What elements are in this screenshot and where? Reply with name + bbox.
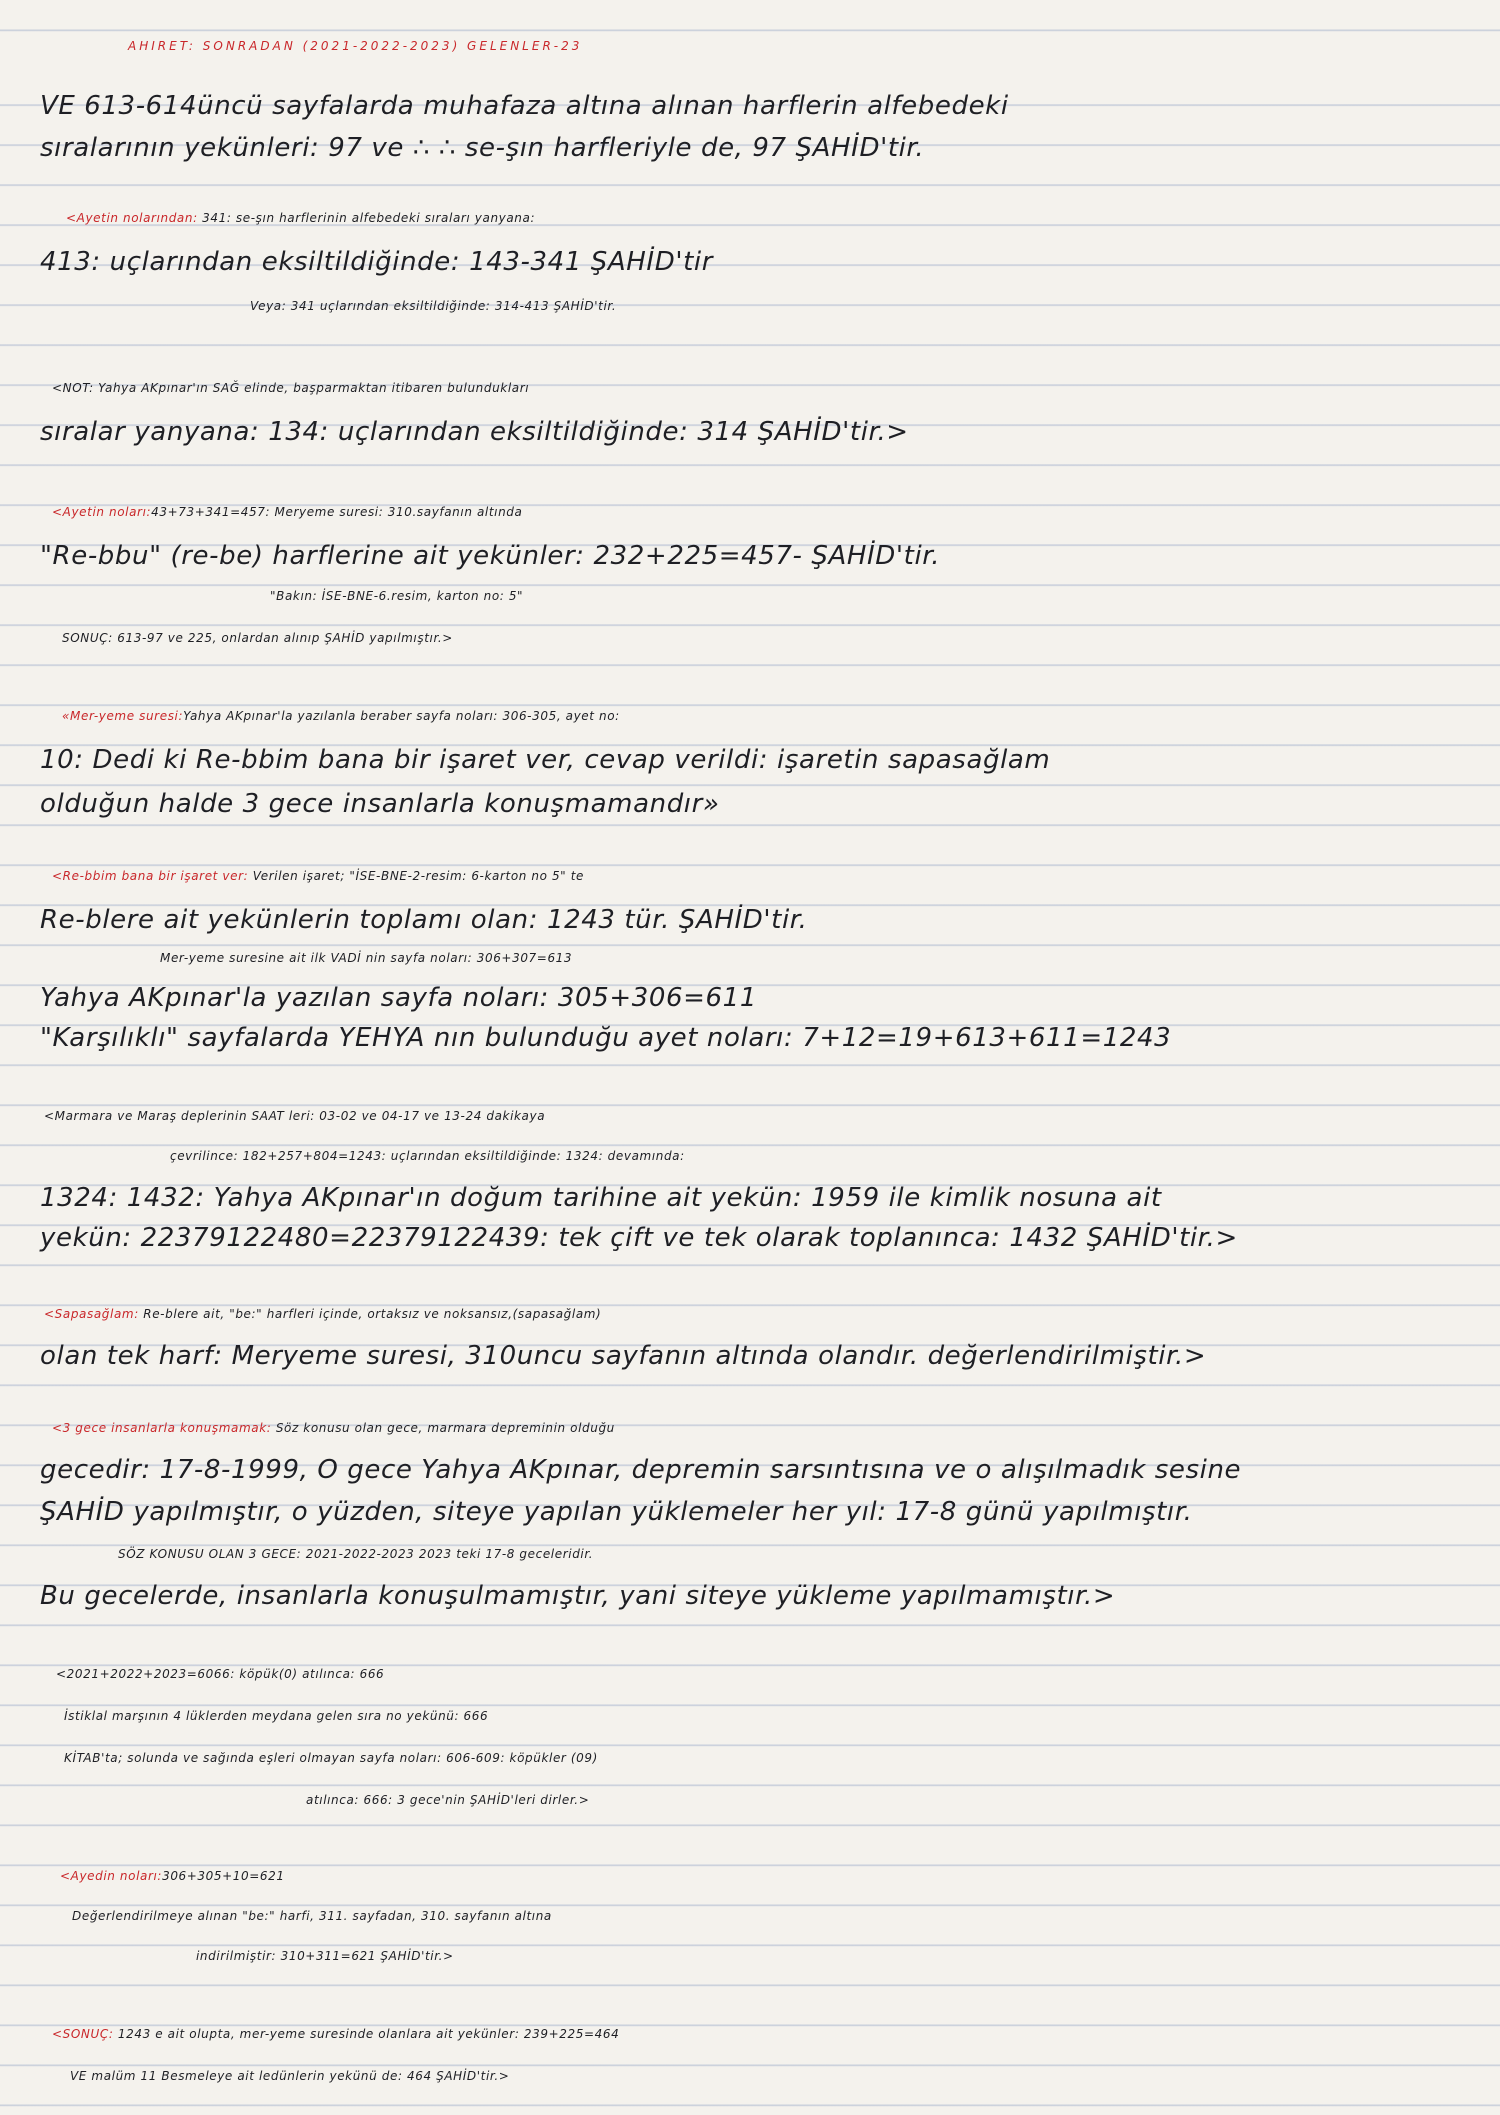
text-line-10: "Bakın: İSE-BNE-6.resim, karton no: 5" [270,589,524,603]
text-line-38: <SONUÇ: 1243 e ait olupta, mer-yeme suresinde olanlara ait yekünler: 239+225=464 [52,2027,620,2041]
text-line-36: Değerlendirilmeye alınan "be:" harfi, 311. sayfadan, 310. sayfanın altına [72,1909,552,1923]
text-line-15: <Re-bbim bana bir işaret ver: Verilen işaret; "İSE-BNE-2-resim: 6-karton no 5" te [52,869,585,883]
text-line-7: sıralar yanyana: 134: uçlarından eksiltildiğinde: 314 ŞAHİD'tir.> [40,417,909,447]
text-line-2: sıralarının yekünleri: 97 ve ∴ ∴ se-şın harfleriyle de, 97 ŞAHİD'tir. [40,133,925,163]
text-line-1: VE 613-614üncü sayfalarda muhafaza altına alınan harflerin alfebedeki [40,91,1009,121]
text-line-8: <Ayetin noları:43+73+341=457: Meryeme suresi: 310.sayfanın altında [52,505,523,519]
text-line-25: olan tek harf: Meryeme suresi, 310uncu sayfanın altında olandır. değerlendirilmiştir.> [40,1341,1207,1371]
text-line-35: <Ayedin noları:306+305+10=621 [60,1869,285,1883]
text-line-19: "Karşılıklı" sayfalarda YEHYA nın bulunduğu ayet noları: 7+12=19+613+611=1243 [40,1023,1172,1053]
text-line-24: <Sapasağlam: Re-blere ait, "be:" harfleri içinde, ortaksız ve noksansız,(sapasağlam) [44,1307,602,1321]
red-heading: <Re-bbim bana bir işaret ver: [52,869,249,883]
text-line-27: gecedir: 17-8-1999, O gece Yahya AKpınar, depremin sarsıntısına ve o alışılmadık sesine [40,1455,1242,1485]
text-line-26: <3 gece insanlarla konuşmamak: Söz konusu olan gece, marmara depreminin olduğu [52,1421,615,1435]
text-line-3: <Ayetin nolarından: 341: se-şın harflerinin alfebedeki sıraları yanyana: [66,211,536,225]
red-heading: <Ayetin noları: [52,505,152,519]
text-line-17: Mer-yeme suresine ait ilk VADİ nin sayfa noları: 306+307=613 [160,951,573,965]
red-heading: <Sapasağlam: [44,1307,139,1321]
text-line-11: SONUÇ: 613-97 ve 225, onlardan alınıp ŞAHİD yapılmıştır.> [62,631,453,645]
text-line-30: Bu gecelerde, insanlarla konuşulmamıştır, yani siteye yükleme yapılmamıştır.> [40,1581,1116,1611]
text-line-22: 1324: 1432: Yahya AKpınar'ın doğum tarihine ait yekün: 1959 ile kimlik nosuna ait [40,1183,1162,1213]
red-heading: «Mer-yeme suresi: [62,709,184,723]
text-line-5: Veya: 341 uçlarından eksiltildiğinde: 314-413 ŞAHİD'tir. [250,299,617,313]
text-line-9: "Re-bbu" (re-be) harflerine ait yekünler: 232+225=457- ŞAHİD'tir. [40,541,941,571]
red-heading: <SONUÇ: [52,2027,114,2041]
text-line-6: <NOT: Yahya AKpınar'ın SAĞ elinde, başparmaktan itibaren bulundukları [52,381,530,395]
text-line-33: KİTAB'ta; solunda ve sağında eşleri olmayan sayfa noları: 606-609: köpükler (09) [64,1751,598,1765]
text-line-34: atılınca: 666: 3 gece'nin ŞAHİD'leri dirler.> [306,1793,590,1807]
text-line-18: Yahya AKpınar'la yazılan sayfa noları: 305+306=611 [40,983,757,1013]
text-line-39: VE malüm 11 Besmeleye ait ledünlerin yekünü de: 464 ŞAHİD'tir.> [70,2069,510,2083]
text-line-20: <Marmara ve Maraş deplerinin SAAT leri: 03-02 ve 04-17 ve 13-24 dakikaya [44,1109,546,1123]
text-line-16: Re-blere ait yekünlerin toplamı olan: 1243 tür. ŞAHİD'tir. [40,905,808,935]
text-line-28: ŞAHİD yapılmıştır, o yüzden, siteye yapılan yüklemeler her yıl: 17-8 günü yapılmıştır. [40,1497,1193,1527]
text-line-13: 10: Dedi ki Re-bbim bana bir işaret ver, cevap verildi: işaretin sapasağlam [40,745,1051,775]
text-line-32: İstiklal marşının 4 lüklerden meydana gelen sıra no yekünü: 666 [64,1709,489,1723]
text-line-29: SÖZ KONUSU OLAN 3 GECE: 2021-2022-2023 2023 teki 17-8 geceleridir. [118,1547,594,1561]
text-line-21: çevrilince: 182+257+804=1243: uçlarından eksiltildiğinde: 1324: devamında: [170,1149,685,1163]
text-line-4: 413: uçlarından eksiltildiğinde: 143-341 ŞAHİD'tir [40,247,713,277]
red-heading: <Ayedin noları: [60,1869,163,1883]
text-line-31: <2021+2022+2023=6066: köpük(0) atılınca: 666 [56,1667,385,1681]
text-line-37: indirilmiştir: 310+311=621 ŞAHİD'tir.> [196,1949,454,1963]
red-heading: <3 gece insanlarla konuşmamak: [52,1421,272,1435]
text-line-23: yekün: 22379122480=22379122439: tek çift ve tek olarak toplanınca: 1432 ŞAHİD'tir.> [40,1223,1238,1253]
text-line-14: olduğun halde 3 gece insanlarla konuşmamandır» [40,789,720,819]
page-title: AHIRET: SONRADAN (2021-2022-2023) GELENLER-23 [128,39,583,53]
text-line-12: «Mer-yeme suresi:Yahya AKpınar'la yazılanla beraber sayfa noları: 306-305, ayet no: [62,709,620,723]
red-heading: <Ayetin nolarından: [66,211,198,225]
